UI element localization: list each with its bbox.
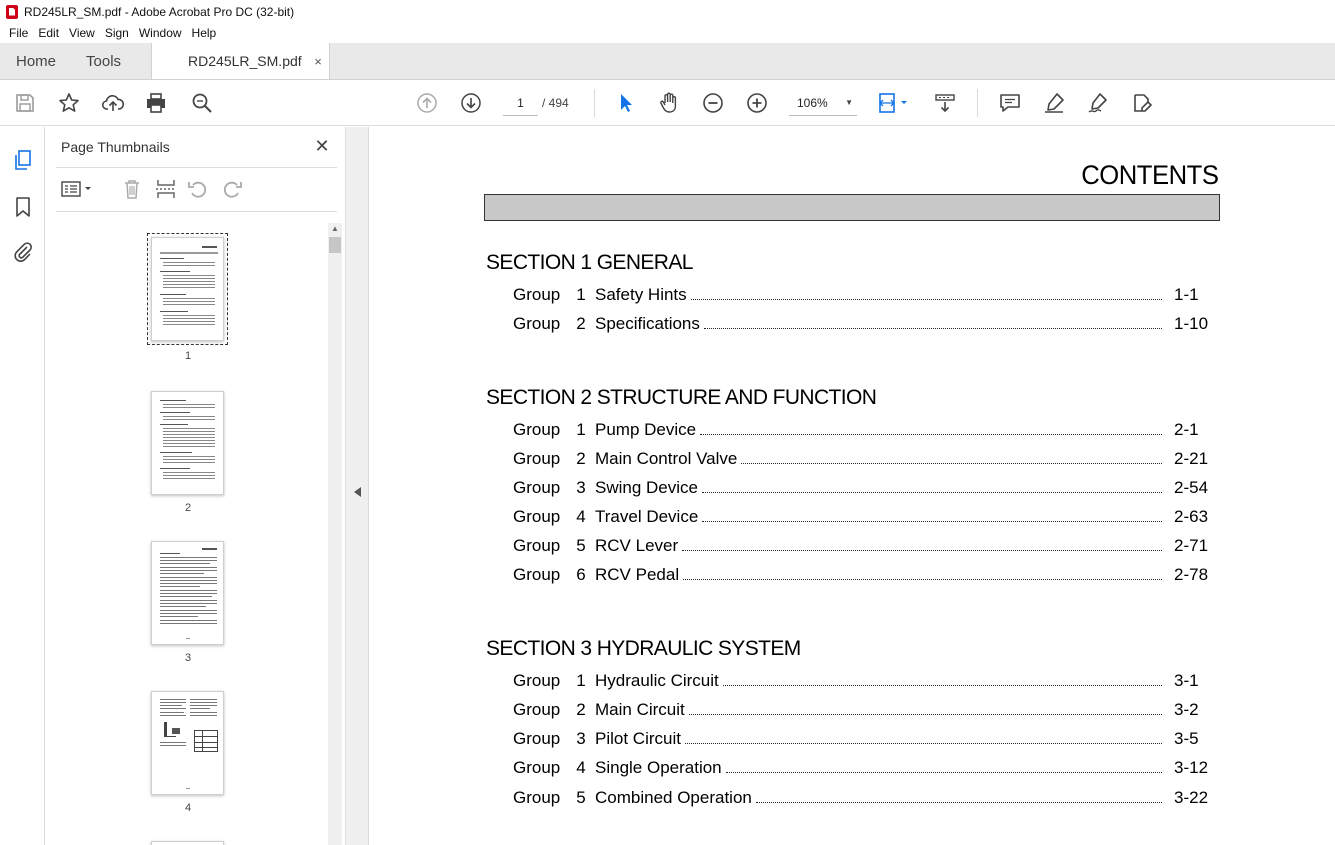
toc-page-ref: 2-63 [1174,507,1209,526]
toc-group-number: 2 [576,314,586,333]
toc-entry[interactable] [513,285,1210,309]
chevron-down-icon: ▼ [845,98,853,107]
toc-page-ref: 3-2 [1174,700,1199,719]
rotate-right-icon[interactable] [220,177,244,201]
toc-group-number: 5 [576,788,586,807]
toc-leader [723,685,1162,686]
thumbnail-label: 3 [184,652,192,664]
toc-group-number: 3 [576,729,586,748]
toc-group-number: 3 [576,478,586,497]
options-icon[interactable] [60,177,94,201]
search-icon[interactable] [190,91,214,115]
toc-entry[interactable] [513,507,1210,531]
panel-toolbar [56,175,337,205]
upload-icon[interactable] [101,91,125,115]
scrollbar-thumb[interactable] [329,237,341,253]
toc-entry[interactable] [513,788,1210,812]
toc-page-ref: 3-12 [1174,758,1209,777]
bookmark-icon[interactable] [11,195,35,219]
toc-leader [726,772,1162,773]
toc-group-number: 2 [576,700,586,719]
section-title: SECTION 2 STRUCTURE AND FUNCTION [486,386,877,409]
zoom-value: 106% [797,95,828,110]
thumbnail-image [151,391,224,495]
toc-group-label: Group [513,314,561,333]
section-title: SECTION 3 HYDRAULIC SYSTEM [486,637,801,660]
thumbnail-label: 4 [184,802,192,814]
menu-help[interactable]: Help [191,26,217,40]
toc-leader [689,714,1162,715]
thumbnail-image [151,841,224,845]
thumbnail-label: 2 [184,502,192,514]
thumbnail-image [151,541,224,645]
toc-entry-name: Safety Hints [595,285,687,304]
toc-entry-name: Main Control Valve [595,449,738,468]
toc-group-label: Group [513,758,561,777]
toc-group-label: Group [513,565,561,584]
tab-home[interactable]: Home [16,52,57,70]
toc-page-ref: 2-54 [1174,478,1209,497]
window-title: RD245LR_SM.pdf - Adobe Acrobat Pro DC (32-bit) [24,4,295,19]
attachment-icon[interactable] [11,240,35,264]
toc-entry-name: Pump Device [595,420,697,439]
menu-file[interactable]: File [9,26,29,40]
divider [56,167,337,168]
rotate-left-icon[interactable] [186,177,210,201]
panel-collapse-bar[interactable] [345,127,369,845]
toc-entry-name: RCV Pedal [595,565,680,584]
toc-group-label: Group [513,285,561,304]
comment-icon[interactable] [998,91,1022,115]
toc-leader [756,802,1162,803]
page-up-icon[interactable] [415,91,439,115]
toc-page-ref: 1-1 [1174,285,1199,304]
toc-leader [685,743,1162,744]
toc-entry-name: Pilot Circuit [595,729,681,748]
panel-title: Page Thumbnails [61,139,170,155]
thumbnail-image [151,691,224,795]
toc-group-number: 1 [576,671,586,690]
toc-entry[interactable] [513,565,1210,589]
toc-leader [691,299,1162,300]
divider [56,211,337,212]
star-icon[interactable] [57,91,81,115]
toc-entry-name: Specifications [595,314,700,333]
thumbnail-label: 1 [184,350,192,362]
toc-leader [702,492,1162,493]
tab-document[interactable] [151,43,330,79]
toc-page-ref: 3-5 [1174,729,1199,748]
toc-page-ref: 3-22 [1174,788,1209,807]
toc-group-label: Group [513,788,561,807]
select-cursor-icon[interactable] [613,91,637,115]
section-title: SECTION 1 GENERAL [486,251,693,274]
toc-group-number: 6 [576,565,586,584]
collapse-arrow-icon[interactable] [354,487,361,497]
toc-page-ref: 2-1 [1174,420,1199,439]
zoom-in-icon[interactable] [745,91,769,115]
thumbnails-panel [45,127,345,845]
toc-entry[interactable] [513,758,1210,782]
toc-group-label: Group [513,729,561,748]
page-total: / 494 [542,96,569,110]
toc-entry[interactable] [513,314,1210,338]
toc-group-number: 5 [576,536,586,555]
toc-entry[interactable] [513,671,1210,695]
toc-entry-name: Swing Device [595,478,698,497]
toc-entry[interactable] [513,700,1210,724]
pdf-page [370,127,1335,845]
toc-group-number: 4 [576,507,586,526]
insert-icon[interactable] [154,177,178,201]
toc-leader [700,434,1162,435]
toc-group-label: Group [513,700,561,719]
save-icon[interactable] [13,91,37,115]
hand-icon[interactable] [657,91,681,115]
toc-group-number: 1 [576,420,586,439]
toc-entry-name: RCV Lever [595,536,679,555]
scroll-mode-icon[interactable] [933,91,957,115]
toc-entry-name: Combined Operation [595,788,752,807]
thumbnails-scrollbar[interactable] [328,223,342,845]
toc-entry-name: Travel Device [595,507,699,526]
thumbnail-image [151,237,224,341]
fit-page-icon[interactable] [876,91,912,115]
tab-bar [0,43,1335,80]
toc-entry[interactable] [513,536,1210,560]
toc-group-number: 1 [576,285,586,304]
toc-entry[interactable] [513,478,1210,502]
toc-entry[interactable] [513,449,1210,473]
scroll-up-icon[interactable]: ▲ [331,224,339,233]
toc-entry[interactable] [513,729,1210,753]
toc-group-label: Group [513,536,561,555]
tab-document-label: RD245LR_SM.pdf [188,53,302,69]
toc-page-ref: 2-21 [1174,449,1209,468]
print-icon[interactable] [144,91,168,115]
toc-group-number: 2 [576,449,586,468]
toc-page-ref: 2-71 [1174,536,1209,555]
toc-group-label: Group [513,420,561,439]
left-rail [0,127,45,845]
toc-leader [741,463,1162,464]
zoom-select[interactable] [789,90,857,116]
page-down-icon[interactable] [459,91,483,115]
heading-bar [484,194,1220,221]
toc-page-ref: 1-10 [1174,314,1209,333]
title-bar [0,0,1335,23]
toc-leader [704,328,1162,329]
document-view[interactable] [370,127,1335,845]
toc-leader [683,579,1162,580]
toc-group-label: Group [513,507,561,526]
tab-close-button[interactable]: × [314,53,322,69]
main-toolbar [0,81,1335,126]
tab-tools[interactable]: Tools [86,52,122,70]
toolbar-separator [977,89,978,117]
contents-heading: CONTENTS [1080,160,1218,190]
highlight-icon[interactable] [1042,91,1066,115]
toc-entry-name: Main Circuit [595,700,685,719]
acrobat-icon [6,5,18,19]
menu-window[interactable]: Window [138,26,182,40]
zoom-out-icon[interactable] [701,91,725,115]
edit-pdf-icon[interactable] [1130,91,1154,115]
toc-leader [682,550,1162,551]
toc-leader [702,521,1162,522]
delete-icon[interactable] [120,177,144,201]
thumbnails-icon[interactable] [11,148,35,172]
toc-group-label: Group [513,449,561,468]
toc-group-number: 4 [576,758,586,777]
toc-page-ref: 2-78 [1174,565,1209,584]
menu-sign[interactable]: Sign [104,26,129,40]
toc-group-label: Group [513,478,561,497]
menu-view[interactable]: View [69,26,95,40]
menu-bar [0,23,1335,43]
toc-page-ref: 3-1 [1174,671,1199,690]
toc-group-label: Group [513,671,561,690]
sign-icon[interactable] [1086,91,1110,115]
toc-entry[interactable] [513,420,1210,444]
panel-close-button[interactable]: ✕ [314,136,330,156]
toc-entry-name: Hydraulic Circuit [595,671,719,690]
menu-edit[interactable]: Edit [38,26,60,40]
page-number-input[interactable] [503,90,538,116]
toolbar-separator [594,89,595,117]
toc-entry-name: Single Operation [595,758,722,777]
